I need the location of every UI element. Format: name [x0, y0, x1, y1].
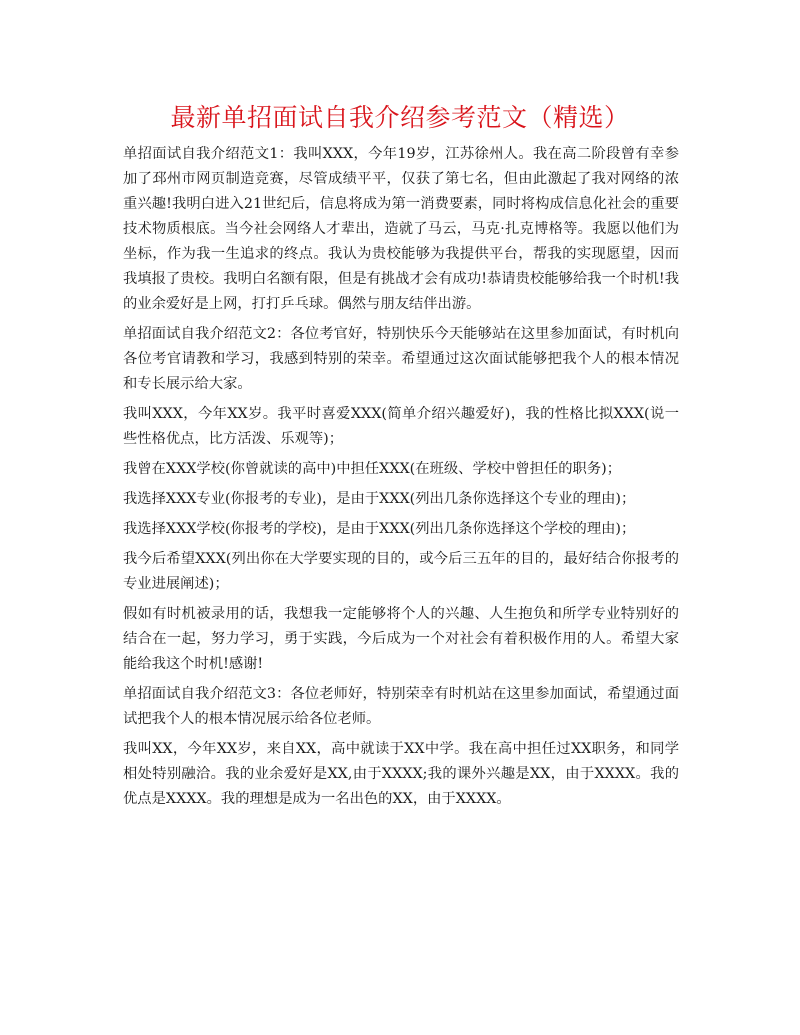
document-title: 最新单招面试自我介绍参考范文（精选） [170, 103, 630, 132]
paragraph-sample-3-intro: 单招面试自我介绍范文3：各位老师好，特别荣幸有时机站在这里参加面试，希望通过面试把我个人的根本情况展示给各位老师。 [123, 686, 679, 727]
paragraph-sample-2-intro: 单招面试自我介绍范文2：各位考官好，特别快乐今天能够站在这里参加面试，有时机向各位考官请教和学习，我感到特别的荣幸。希望通过这次面试能够把我个人的根本情况和专长展示给大家。 [123, 326, 679, 392]
document-body [123, 142, 679, 817]
paragraph-school-role: 我曾在XXX学校(你曾就读的高中)中担任XXX(在班级、学校中曾担任的职务)； [123, 461, 621, 477]
paragraph-future-goal: 我今后希望XXX(列出你在大学要实现的目的，或今后三五年的目的，最好结合你报考的专业进展阐述)； [123, 551, 679, 592]
paragraph-sample-1: 单招面试自我介绍范文1：我叫XXX，今年19岁，江苏徐州人。我在高二阶段曾有幸参加了邳州市网页制造竞赛，尽管成绩平平，仅获了第七名，但由此激起了我对网络的浓重兴趣!我明白进入21世纪后，信息将成为第一消费要素，同时将构成信息化社会的重要技术物质根底。当今社会网络人才辈出，造就了马云，马克·扎克博格等。我愿以他们为坐标，作为我一生追求的终点。我认为贵校能够为我提供平台，帮我的实现愿望，因而我填报了贵校。我明白名额有限，但是有挑战才会有成功!恭请贵校能够给我一个时机!我的业余爱好是上网，打打乒乓球。偶然与朋友结伴出游。 [123, 146, 679, 312]
paragraph-name-age: 我叫XXX，今年XX岁。我平时喜爱XXX(简单介绍兴趣爱好)，我的性格比拟XXX(说一些性格优点，比方活泼、乐观等)； [123, 406, 679, 447]
paragraph-sample-3-body: 我叫XX，今年XX岁，来自XX，高中就读于XX中学。我在高中担任过XX职务，和同学相处特别融洽。我的业余爱好是XX,由于XXXX;我的课外兴趣是XX，由于XXXX。我的优点是XXXX。我的理想是成为一名出色的XX，由于XXXX。 [123, 741, 679, 807]
paragraph-closing: 假如有时机被录用的话，我想我一定能够将个人的兴趣、人生抱负和所学专业特别好的结合在一起，努力学习，勇于实践，今后成为一个对社会有着积极作用的人。希望大家能给我这个时机!感谢! [123, 606, 679, 672]
paragraph-major-reason: 我选择XXX专业(你报考的专业)，是由于XXX(列出几条你选择这个专业的理由)； [123, 491, 636, 507]
paragraph-school-reason: 我选择XXX学校(你报考的学校)，是由于XXX(列出几条你选择这个学校的理由)； [123, 521, 636, 537]
